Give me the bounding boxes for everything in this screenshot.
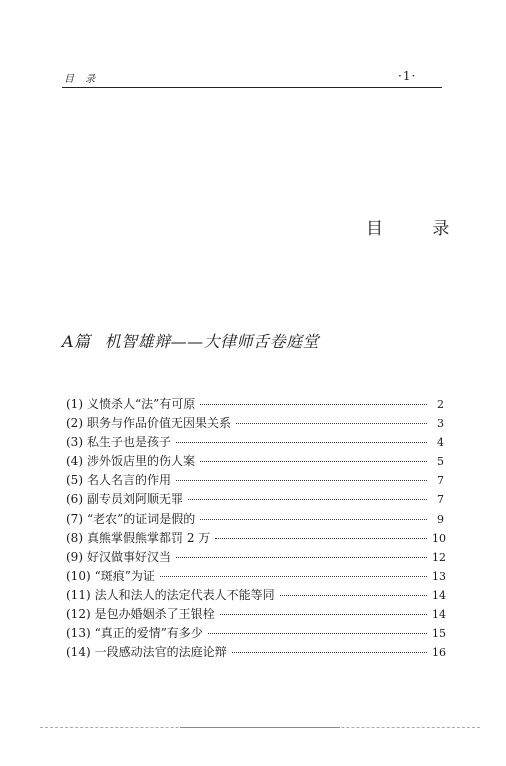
toc-entry-title: 职务与作品价值无因果关系 — [87, 416, 232, 431]
toc-entry-title: 是包办婚姻杀了王银栓 — [94, 607, 215, 622]
toc-entry-page: 2 — [437, 398, 444, 411]
toc-entry[interactable] — [66, 490, 444, 509]
toc-entry-number: (7) — [66, 511, 83, 526]
toc-entry-title: 好汉做事好汉当 — [87, 549, 172, 564]
toc-entry-page: 14 — [432, 588, 446, 602]
toc-entry-page: 12 — [432, 550, 446, 564]
toc-entry-number: (8) — [66, 530, 83, 545]
toc-entry[interactable] — [66, 433, 444, 452]
toc-entry-number: (4) — [66, 454, 83, 469]
toc-entry-page: 13 — [432, 569, 446, 583]
toc-entry-number: (14) — [66, 645, 91, 660]
header-rule — [62, 87, 442, 88]
toc-entry-page: 10 — [432, 531, 446, 545]
toc-entry[interactable] — [66, 414, 444, 433]
bottom-scan-line-dark — [180, 727, 340, 728]
toc-entry[interactable] — [66, 624, 444, 643]
toc-entry-number: (2) — [66, 416, 83, 431]
toc-dot-leader — [200, 519, 427, 520]
toc-dot-leader — [215, 538, 427, 539]
toc-dot-leader — [236, 423, 427, 424]
toc-entry-page: 9 — [437, 512, 444, 526]
running-header-page-number: ·1· — [398, 69, 417, 83]
toc-dot-leader — [188, 499, 427, 500]
toc-entry[interactable] — [66, 395, 444, 414]
section-label: A篇 — [62, 332, 91, 351]
toc-dot-leader — [200, 404, 427, 405]
toc-dot-leader — [232, 652, 427, 653]
toc-entry-title: 私生子也是孩子 — [87, 435, 172, 450]
toc-entry-title: 法人和法人的法定代表人不能等同 — [94, 587, 275, 602]
toc-entry-number: (3) — [66, 435, 83, 450]
toc-dot-leader — [160, 576, 427, 577]
toc-entry-page: 16 — [432, 646, 446, 660]
toc-entry-title: 名人名言的作用 — [87, 473, 172, 488]
toc-entry[interactable] — [66, 452, 444, 471]
toc-entry-title: “真正的爱情”有多少 — [94, 626, 203, 641]
page-title: 目 录 — [366, 219, 472, 239]
toc-entry[interactable] — [66, 643, 444, 662]
toc-entry-page: 15 — [432, 627, 446, 641]
toc-entry-title: 义愤杀人“法”有可原 — [87, 397, 196, 411]
toc-entry-number: (9) — [66, 549, 83, 564]
section-heading — [62, 329, 319, 352]
toc-entry-page: 5 — [437, 455, 444, 469]
toc-entry-title: 一段感动法官的法庭论辩 — [94, 645, 227, 660]
toc-entry[interactable] — [66, 586, 444, 605]
toc-entry-page: 4 — [437, 436, 444, 450]
toc-entry-number: (10) — [66, 568, 91, 583]
toc-entry[interactable] — [66, 529, 444, 548]
toc-entry-number: (11) — [66, 587, 91, 602]
toc-entry-page: 7 — [437, 493, 444, 507]
toc-entry-number: (1) — [66, 397, 83, 411]
toc-entry[interactable] — [66, 548, 444, 567]
table-of-contents — [66, 395, 444, 662]
toc-entry[interactable] — [66, 510, 444, 529]
toc-entry-title: “老农”的证词是假的 — [87, 511, 196, 526]
section-title: 机智雄辩——大律师舌卷庭堂 — [104, 332, 320, 351]
toc-dot-leader — [176, 442, 427, 443]
toc-entry-title: “斑痕”为证 — [94, 568, 155, 583]
toc-entry[interactable] — [66, 567, 444, 586]
toc-entry-number: (12) — [66, 607, 91, 622]
toc-entry-page: 7 — [437, 474, 444, 488]
toc-dot-leader — [208, 633, 427, 634]
toc-dot-leader — [176, 480, 427, 481]
toc-entry-number: (13) — [66, 626, 91, 641]
toc-entry-page: 14 — [432, 608, 446, 622]
toc-entry-title: 真熊掌假熊掌都罚 2 万 — [87, 530, 211, 545]
toc-entry[interactable] — [66, 471, 444, 490]
toc-entry-page: 3 — [437, 417, 444, 431]
toc-entry-number: (5) — [66, 473, 83, 488]
toc-dot-leader — [176, 557, 427, 558]
toc-dot-leader — [280, 595, 427, 596]
toc-entry-title: 副专员刘阿顺无罪 — [87, 492, 184, 507]
toc-entry-title: 涉外饭店里的伤人案 — [87, 454, 196, 469]
toc-dot-leader — [220, 614, 427, 615]
toc-entry-number: (6) — [66, 492, 83, 507]
running-header-section: 目 录 — [64, 74, 100, 85]
toc-dot-leader — [200, 461, 427, 462]
toc-entry[interactable] — [66, 605, 444, 624]
